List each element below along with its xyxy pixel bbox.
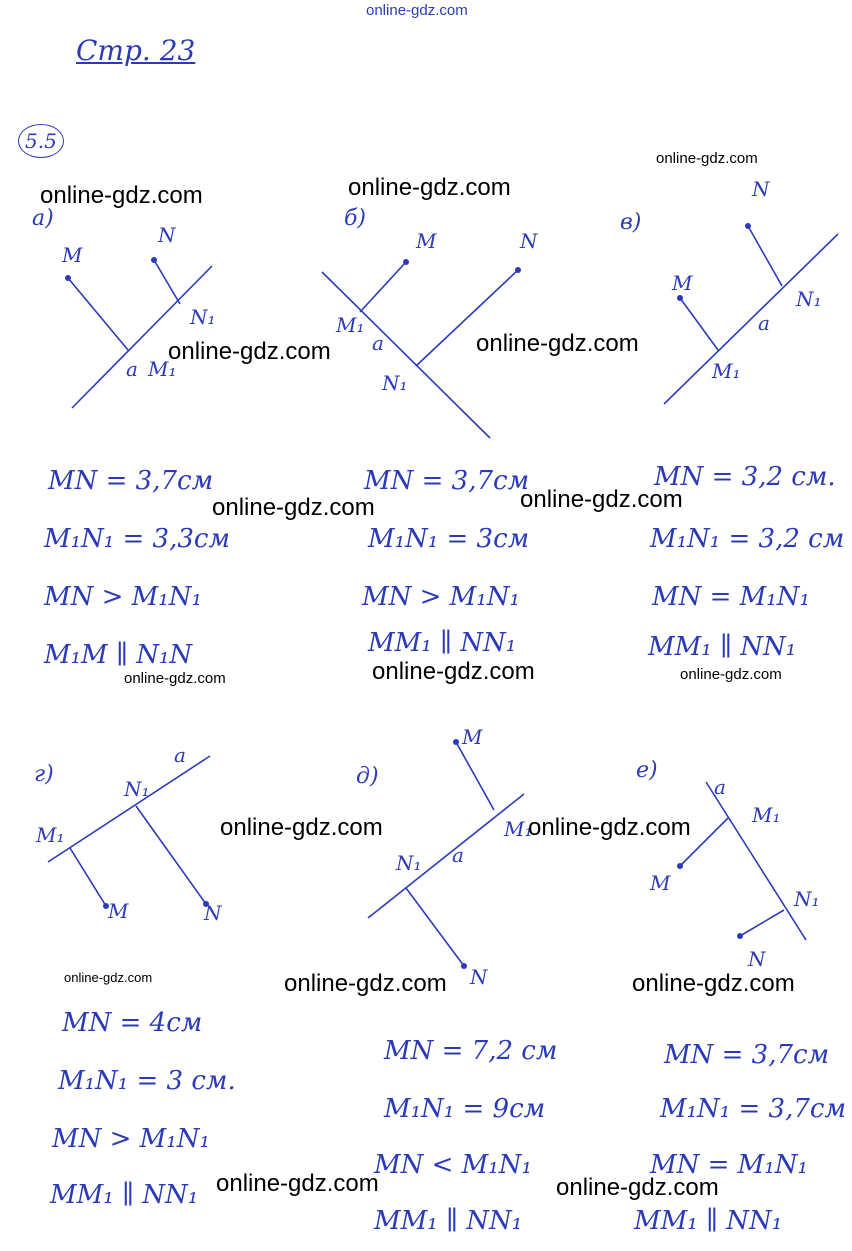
label-a-a: a — [126, 357, 138, 381]
diagram-a — [61, 223, 216, 408]
label-e-a: a — [452, 843, 464, 867]
part-label-b: б) — [344, 206, 367, 231]
diagram-c — [664, 177, 838, 404]
label-a-M: M — [62, 243, 83, 267]
result-c-1: MN = 3,2 см. — [654, 462, 836, 492]
label-c-a: a — [758, 311, 770, 335]
part-label-d: г) — [34, 762, 54, 787]
label-f-M: M — [650, 871, 671, 895]
result-d-3: MN > M₁N₁ — [52, 1124, 210, 1154]
label-e-M1: M₁ — [504, 817, 533, 841]
result-d-2: M₁N₁ = 3 см. — [58, 1066, 236, 1096]
watermark: online-gdz.com — [212, 494, 375, 521]
result-e-3: MN < M₁N₁ — [374, 1150, 532, 1180]
label-b-M1: M₁ — [336, 313, 365, 337]
problem-number: 5.5 — [18, 124, 64, 158]
watermark: online-gdz.com — [528, 814, 691, 841]
label-a-N: N — [158, 223, 176, 247]
label-c-M1: M₁ — [712, 359, 741, 383]
page-label: Стр. 23 — [76, 34, 196, 67]
watermark: online-gdz.com — [216, 1170, 379, 1197]
label-e-N: N — [470, 965, 488, 989]
result-b-3: MN > M₁N₁ — [362, 582, 520, 612]
diagram-e — [368, 725, 533, 989]
watermark: online-gdz.com — [168, 338, 331, 365]
watermark: online-gdz.com — [284, 970, 447, 997]
result-f-3: MN = M₁N₁ — [650, 1150, 808, 1180]
label-a-M1: M₁ — [148, 357, 177, 381]
label-f-M1: M₁ — [752, 803, 781, 827]
watermark: online-gdz.com — [680, 666, 782, 683]
label-b-N1: N₁ — [382, 371, 408, 395]
label-d-M: M — [108, 899, 129, 923]
label-d-N1: N₁ — [124, 777, 150, 801]
result-a-3: MN > M₁N₁ — [44, 582, 202, 612]
result-d-1: MN = 4см — [62, 1008, 203, 1038]
label-c-M: M — [672, 271, 693, 295]
result-b-2: M₁N₁ = 3см — [368, 524, 530, 554]
result-e-4: MM₁ ∥ NN₁ — [374, 1206, 523, 1236]
result-a-4: M₁M ∥ N₁N — [44, 640, 193, 670]
result-a-2: M₁N₁ = 3,3см — [44, 524, 230, 554]
watermark: online-gdz.com — [348, 174, 511, 201]
result-d-4: MM₁ ∥ NN₁ — [50, 1180, 199, 1210]
part-label-f: е) — [636, 758, 658, 783]
label-e-N1: N₁ — [396, 851, 422, 875]
label-f-N: N — [748, 947, 766, 971]
label-d-M1: M₁ — [36, 823, 65, 847]
part-label-e: д) — [356, 764, 379, 789]
watermark: online-gdz.com — [124, 670, 226, 687]
watermark: online-gdz.com — [476, 330, 639, 357]
part-label-c: в) — [620, 210, 642, 235]
result-a-1: MN = 3,7см — [48, 466, 214, 496]
watermark: online-gdz.com — [632, 970, 795, 997]
result-e-1: MN = 7,2 см — [384, 1036, 558, 1066]
watermark: online-gdz.com — [520, 486, 683, 513]
label-a-N1: N₁ — [190, 305, 216, 329]
watermark: online-gdz.com — [220, 814, 383, 841]
label-c-N1: N₁ — [796, 287, 822, 311]
label-c-N: N — [752, 177, 770, 201]
watermark: online-gdz.com — [64, 970, 153, 985]
diagram-d — [35, 743, 223, 925]
diagram-f — [649, 775, 820, 971]
label-d-N: N — [204, 901, 222, 925]
watermark: online-gdz.com — [40, 182, 203, 209]
label-f-a: a — [714, 775, 726, 799]
result-c-3: MN = M₁N₁ — [652, 582, 810, 612]
label-f-N1: N₁ — [794, 887, 820, 911]
result-f-1: MN = 3,7см — [664, 1040, 830, 1070]
label-e-M: M — [462, 725, 483, 749]
result-b-1: MN = 3,7см — [364, 466, 530, 496]
label-d-a: a — [174, 743, 186, 767]
part-label-a: а) — [32, 206, 54, 231]
label-b-N: N — [520, 229, 538, 253]
label-b-a: a — [372, 331, 384, 355]
result-c-4: MM₁ ∥ NN₁ — [648, 632, 797, 662]
result-e-2: M₁N₁ = 9см — [384, 1094, 546, 1124]
label-b-M: M — [416, 229, 437, 253]
watermark: online-gdz.com — [556, 1174, 719, 1201]
result-f-4: MM₁ ∥ NN₁ — [634, 1206, 783, 1236]
top-watermark: online-gdz.com — [366, 2, 468, 19]
watermark: online-gdz.com — [372, 658, 535, 685]
result-f-2: M₁N₁ = 3,7см — [660, 1094, 846, 1124]
watermark: online-gdz.com — [656, 150, 758, 167]
result-b-4: MM₁ ∥ NN₁ — [368, 628, 517, 658]
result-c-2: M₁N₁ = 3,2 см — [650, 524, 845, 554]
